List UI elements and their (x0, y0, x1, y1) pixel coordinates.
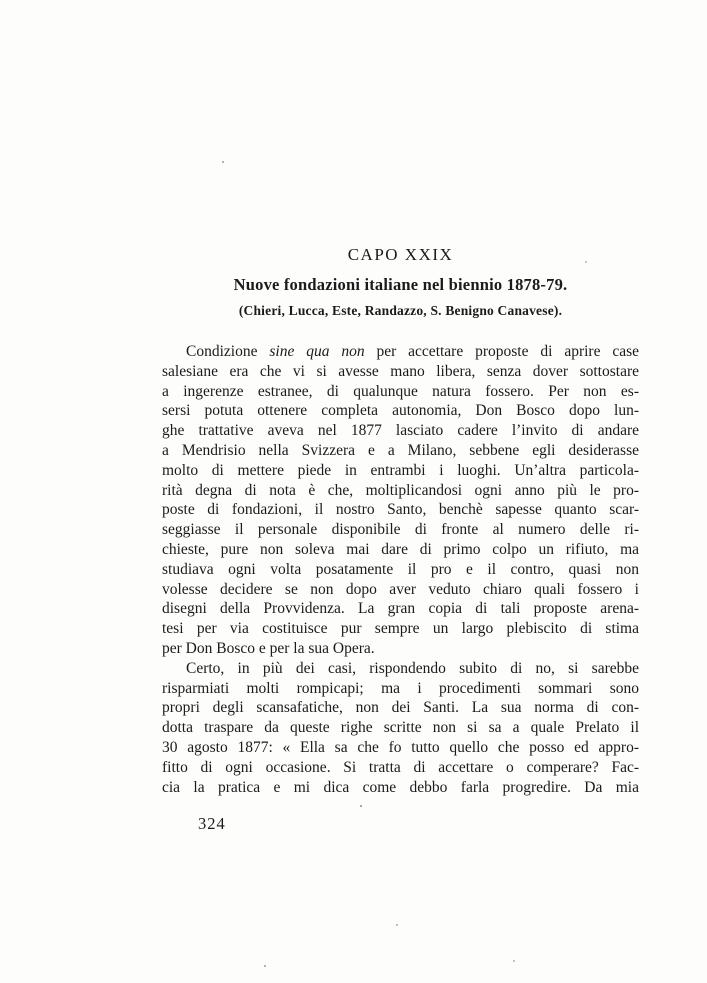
scan-speck (264, 965, 266, 967)
page-number: 324 (198, 814, 226, 833)
paragraph (162, 342, 639, 659)
text-line: sersi potuta ottenere completa autonomia, Don Bosco dopo lun- (162, 402, 639, 420)
scan-speck (396, 924, 398, 926)
text-line: salesiane era che vi si avesse mano libera, senza dover sottostare (162, 362, 639, 380)
scan-speck (222, 161, 224, 163)
scan-speck (513, 960, 515, 962)
text-line: tesi per via costituisce pur sempre un largo plebiscito di stima (162, 620, 639, 638)
scan-speck (360, 805, 362, 807)
text-line: poste di fondazioni, il nostro Santo, benchè sapesse quanto scar- (162, 501, 639, 519)
text-line: volesse decidere se non dopo aver veduto chiaro quali fossero i (162, 580, 639, 598)
chapter-subtitle: (Chieri, Lucca, Este, Randazzo, S. Benigno Canavese). (238, 303, 563, 318)
text-line: 30 agosto 1877: « Ella sa che fo tutto quello che posso ed appro- (162, 738, 639, 756)
text-line: ghe trattative aveva nel 1877 lasciato cadere l’invito di andare (162, 422, 639, 440)
text-line: cia la pratica e mi dica come debbo farla progredire. Da mia (162, 778, 639, 796)
text-line: chieste, pure non soleva mai dare di primo colpo un rifiuto, ma (162, 540, 639, 558)
text-line: dotta traspare da queste righe scritte non si sa a quale Prelato il (162, 719, 639, 737)
chapter-heading: CAPO XXIX (347, 245, 454, 264)
text-line: rità degna di nota è che, moltiplicandosi ogni anno più le pro- (162, 481, 639, 499)
chapter-title: Nuove fondazioni italiane nel biennio 1878-79. (233, 275, 568, 294)
text-line: propri degli scansafatiche, non dei Santi. La sua norma di con- (162, 699, 639, 717)
text-line: disegni della Provvidenza. La gran copia di tali proposte arena- (162, 600, 639, 618)
text-line: a ingerenze estranee, di qualunque natura fossero. Per non es- (162, 382, 639, 400)
text-line: studiava ogni volta posatamente il pro e il contro, quasi non (162, 560, 639, 578)
text-line: molto di mettere piede in entrambi i luoghi. Un’altra particola- (162, 461, 639, 479)
text-line: fitto di ogni occasione. Si tratta di accettare o comperare? Fac- (162, 758, 639, 776)
body-text (162, 342, 639, 797)
text-line: Certo, in più dei casi, rispondendo subito di no, si sarebbe (186, 659, 639, 677)
paragraph (162, 659, 639, 798)
text-line: risparmiati molti rompicapi; ma i procedimenti sommari sono (162, 679, 639, 697)
scan-speck (585, 261, 587, 263)
text-line: seggiasse il personale disponibile di fronte al numero delle ri- (162, 521, 639, 539)
text-line: per Don Bosco e per la sua Opera. (162, 639, 375, 657)
text-line: Condizione sine qua non per accettare proposte di aprire case (186, 343, 640, 360)
text-line: a Mendrisio nella Svizzera e a Milano, sebbene egli desiderasse (162, 441, 639, 459)
